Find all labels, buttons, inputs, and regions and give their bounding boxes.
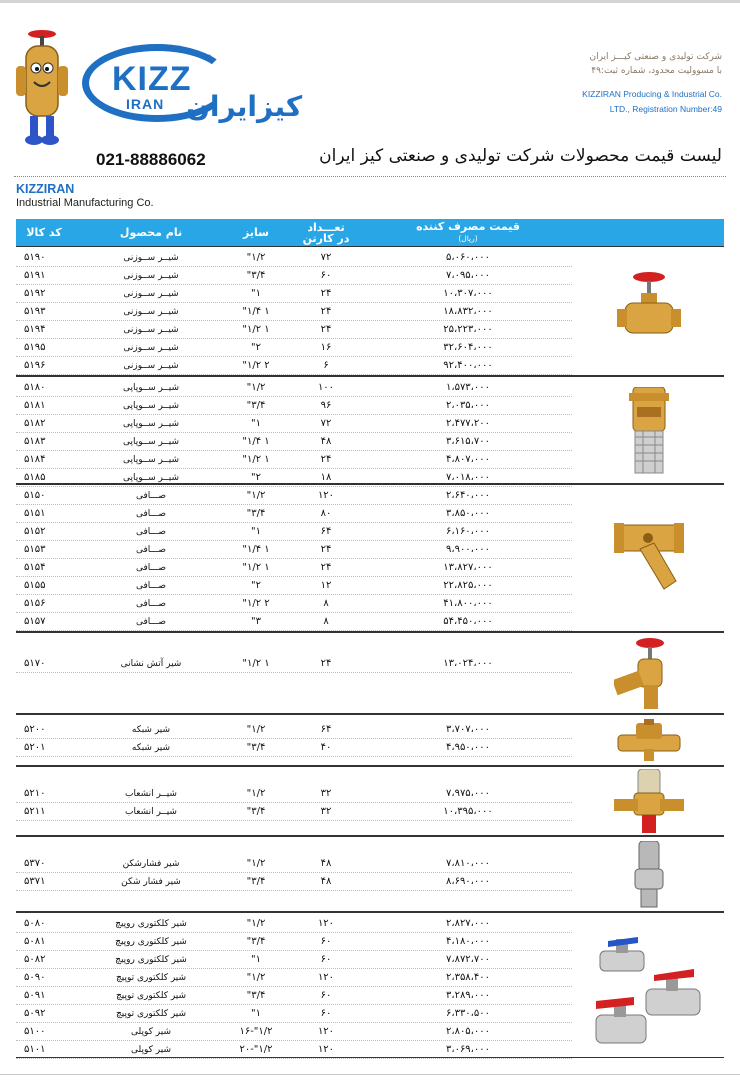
product-size: ۳/۴": [246, 508, 266, 519]
carton-qty: ۱۲۰: [317, 918, 335, 929]
product-code: ۵۱۵۴: [24, 562, 46, 573]
product-code: ۵۱۸۱: [24, 400, 46, 411]
product-size: ۱ ۱/۲": [242, 324, 270, 335]
header-code: کد کالا: [26, 226, 62, 239]
consumer-price: ۴،۸۰۷،۰۰۰: [445, 454, 491, 465]
product-name: شیر کوپلی: [130, 1045, 171, 1055]
product-group: [16, 484, 724, 632]
carton-qty: ۲۴: [320, 306, 332, 317]
table-row: [16, 1023, 572, 1041]
product-code: ۵۰۹۲: [24, 1008, 46, 1019]
table-row: [16, 285, 572, 303]
carton-qty: ۱۲۰: [317, 1026, 335, 1037]
product-code: ۵۱۷۰: [24, 658, 46, 669]
product-code: ۵۱۹۲: [24, 288, 46, 299]
product-size: ۱": [251, 288, 261, 299]
table-row: [16, 915, 572, 933]
product-size: ۲ ۱/۲": [242, 360, 270, 371]
carton-qty: ۳۲: [320, 806, 332, 817]
product-code: ۵۱۵۵: [24, 580, 46, 591]
carton-qty: ۴۸: [320, 436, 332, 447]
consumer-price: ۷،۸۱۰،۰۰۰: [445, 858, 491, 869]
check-valve-icon: [627, 387, 671, 477]
product-size: ۱": [251, 526, 261, 537]
product-code: ۵۰۹۰: [24, 972, 46, 983]
table-row: [16, 397, 572, 415]
title-row: [0, 140, 740, 176]
consumer-price: ۲،۴۷۷،۲۰۰: [445, 418, 491, 429]
product-size: ۱/۲": [246, 490, 266, 501]
consumer-price: ۳،۸۵۰،۰۰۰: [445, 508, 491, 519]
product-name: شیــر ســوزنی: [123, 253, 179, 263]
carton-qty: ۸: [323, 616, 329, 627]
product-code: ۵۱۸۳: [24, 436, 46, 447]
product-group: [16, 912, 724, 1058]
carton-qty: ۴۸: [320, 858, 332, 869]
consumer-price: ۶،۱۶۰،۰۰۰: [445, 526, 491, 537]
table-row: [16, 969, 572, 987]
company-en-line-2: LTD., Registration Number:49: [609, 104, 722, 114]
product-code: ۵۱۸۴: [24, 454, 46, 465]
product-name: صـــافی: [135, 527, 167, 537]
carton-qty: ۲۴: [320, 288, 332, 299]
table-row: [16, 855, 572, 873]
carton-qty: ۱۲۰: [317, 490, 335, 501]
carton-qty: ۳۲: [320, 788, 332, 799]
header-price-unit: (ریال): [458, 233, 478, 243]
carton-qty: ۱۲: [320, 580, 332, 591]
header-qty-line1: تعـــداد: [307, 220, 345, 234]
consumer-price: ۲،۸۲۷،۰۰۰: [445, 918, 491, 929]
product-name: صـــافی: [135, 563, 167, 573]
product-size: ۱": [251, 954, 261, 965]
y-strainer-icon: [614, 509, 684, 599]
product-name: صـــافی: [135, 509, 167, 519]
carton-qty: ۲۴: [320, 658, 332, 669]
company-en-line-1: KIZZIRAN Producing & Industrial Co.: [582, 89, 722, 99]
product-name: شیــر ســوزنی: [123, 307, 179, 317]
carton-qty: ۶۰: [320, 936, 332, 947]
product-name: شیر کلکتوری توپیچ: [115, 991, 187, 1001]
product-code: ۵۱۵۳: [24, 544, 46, 555]
page-title: لیست قیمت محصولات شرکت تولیدی و صنعتی کیز ایران: [319, 146, 722, 166]
carton-qty: ۴۸: [320, 876, 332, 887]
carton-qty: ۶۰: [320, 954, 332, 965]
product-name: شیــر ســوپاپی: [122, 455, 180, 465]
product-name: شیــر ســوزنی: [123, 271, 179, 281]
header-price: [408, 219, 528, 246]
product-size: ۱/۲": [246, 858, 266, 869]
product-code: ۵۱۰۱: [24, 1044, 46, 1055]
mascot-valve-icon: [12, 26, 72, 148]
product-name: شیر کوپلی: [130, 1027, 171, 1037]
consumer-price: ۵،۰۶۰،۰۰۰: [445, 252, 491, 263]
table-row: [16, 267, 572, 285]
product-size: ۱/۲"-۱۶: [239, 1026, 273, 1037]
page-header: [0, 8, 740, 143]
carton-qty: ۱۰۰: [317, 382, 335, 393]
product-code: ۵۲۰۰: [24, 724, 46, 735]
table-row: [16, 721, 572, 739]
logo-kizz-text: KIZZ: [112, 60, 192, 98]
header-price-line1: قیمت مصرف کننده: [416, 219, 520, 233]
consumer-price: ۳۲،۶۰۴،۰۰۰: [443, 342, 493, 353]
product-code: ۵۱۹۰: [24, 252, 46, 263]
bottom-rule: [0, 1074, 740, 1075]
table-row: [16, 803, 572, 821]
table-row: [16, 739, 572, 757]
carton-qty: ۲۴: [320, 324, 332, 335]
table-row: [16, 415, 572, 433]
product-name: صـــافی: [135, 545, 167, 555]
product-code: ۵۱۵۲: [24, 526, 46, 537]
consumer-price: ۷،۰۹۵،۰۰۰: [445, 270, 491, 281]
consumer-price: ۱۸،۸۳۲،۰۰۰: [443, 306, 493, 317]
product-name: شیــر ســوزنی: [123, 343, 179, 353]
table-row: [16, 951, 572, 969]
table-row: [16, 987, 572, 1005]
carton-qty: ۶: [323, 360, 329, 371]
product-group: [16, 766, 724, 836]
product-size: ۱/۲": [246, 724, 266, 735]
table-row: [16, 433, 572, 451]
consumer-price: ۲،۶۴۰،۰۰۰: [445, 490, 491, 501]
product-code: ۵۰۸۲: [24, 954, 46, 965]
product-size: ۱/۲": [246, 788, 266, 799]
consumer-price: ۸،۶۹۰،۰۰۰: [445, 876, 491, 887]
table-row: [16, 873, 572, 891]
product-code: ۵۱۹۴: [24, 324, 46, 335]
product-code: ۵۲۱۰: [24, 788, 46, 799]
consumer-price: ۳،۲۸۹،۰۰۰: [445, 990, 491, 1001]
product-size: ۱ ۱/۲": [242, 454, 270, 465]
product-name: شیر کلکتوری توپیچ: [115, 973, 187, 983]
product-name: شیــر ســوپاپی: [122, 437, 180, 447]
product-code: ۵۱۹۵: [24, 342, 46, 353]
phone-number: 021-88886062: [96, 150, 206, 169]
product-name: شیر کلکتوری روپیچ: [115, 955, 187, 965]
product-size: ۳/۴": [246, 742, 266, 753]
product-size: ۳": [251, 616, 261, 627]
table-row: [16, 577, 572, 595]
product-size: ۳/۴": [246, 876, 266, 887]
consumer-price: ۱،۵۷۳،۰۰۰: [445, 382, 491, 393]
product-group: [16, 714, 724, 766]
table-row: [16, 357, 572, 375]
product-name: شیر فشار شکن: [121, 877, 181, 887]
brand-subtitle: Industrial Manufacturing Co.: [16, 197, 154, 209]
product-name: شیــر ســوزنی: [123, 325, 179, 335]
product-size: ۳/۴": [246, 806, 266, 817]
consumer-price: ۴،۹۵۰،۰۰۰: [445, 742, 491, 753]
product-name: شیــر ســوپاپی: [122, 473, 180, 483]
product-size: ۱ ۱/۲": [242, 658, 270, 669]
consumer-price: ۴۱،۸۰۰،۰۰۰: [443, 598, 493, 609]
product-code: ۵۱۸۰: [24, 382, 46, 393]
angle-valve-icon: [614, 719, 684, 763]
consumer-price: ۲،۳۵۸،۴۰۰: [445, 972, 491, 983]
table-row: [16, 303, 572, 321]
product-name: صـــافی: [135, 599, 167, 609]
carton-qty: ۶۰: [320, 990, 332, 1001]
carton-qty: ۸: [323, 598, 329, 609]
carton-qty: ۷۲: [320, 252, 332, 263]
carton-qty: ۲۴: [320, 562, 332, 573]
product-code: ۵۱۵۱: [24, 508, 46, 519]
consumer-price: ۹۲،۴۰۰،۰۰۰: [443, 360, 493, 371]
product-size: ۲": [251, 580, 261, 591]
product-name: شیــر انشعاب: [125, 789, 177, 799]
brand-block: [16, 182, 154, 209]
product-code: ۵۱۹۶: [24, 360, 46, 371]
carton-qty: ۱۸: [320, 472, 332, 483]
product-name: صـــافی: [135, 617, 167, 627]
product-name: صـــافی: [135, 581, 167, 591]
product-name: شیــر ســوزنی: [123, 289, 179, 299]
table-row: [16, 541, 572, 559]
product-size: ۲": [251, 342, 261, 353]
product-code: ۵۳۷۰: [24, 858, 46, 869]
kizz-logo: [72, 36, 322, 146]
consumer-price: ۶،۳۳۰،۵۰۰: [445, 1008, 491, 1019]
product-size: ۲ ۱/۲": [242, 598, 270, 609]
consumer-price: ۳،۷۰۷،۰۰۰: [445, 724, 491, 735]
product-name: شیــر ســوپاپی: [122, 401, 180, 411]
globe-valve-icon: [617, 269, 681, 349]
product-code: ۵۲۰۱: [24, 742, 46, 753]
product-group: [16, 836, 724, 912]
product-size: ۱/۲": [246, 382, 266, 393]
table-row: [16, 249, 572, 267]
consumer-price: ۳،۰۶۹،۰۰۰: [445, 1044, 491, 1055]
branch-valve-icon: [614, 769, 684, 835]
pressure-reducer-icon: [629, 841, 669, 909]
product-code: ۵۰۸۰: [24, 918, 46, 929]
header-qty: [292, 219, 360, 246]
carton-qty: ۱۲۰: [317, 972, 335, 983]
carton-qty: ۴۰: [320, 742, 332, 753]
table-row: [16, 785, 572, 803]
product-size: ۱ ۱/۴": [242, 436, 270, 447]
company-fa-line-2: با مسوولیت محدود، شماره ثبت:۴۹: [591, 66, 722, 76]
carton-qty: ۹۶: [320, 400, 332, 411]
product-name: شیــر ســوزنی: [123, 361, 179, 371]
carton-qty: ۲۴: [320, 454, 332, 465]
product-size: ۳/۴": [246, 270, 266, 281]
table-row: [16, 505, 572, 523]
product-size: ۱/۲"-۲۰: [239, 1044, 273, 1055]
product-code: ۵۱۸۲: [24, 418, 46, 429]
product-code: ۵۱۵۶: [24, 598, 46, 609]
carton-qty: ۱۲۰: [317, 1044, 335, 1055]
carton-qty: ۸۰: [320, 508, 332, 519]
product-name: شیر کلکتوری روپیچ: [115, 919, 187, 929]
consumer-price: ۲۲،۸۲۵،۰۰۰: [443, 580, 493, 591]
product-size: ۱/۲": [246, 252, 266, 263]
consumer-price: ۱۰،۳۹۵،۰۰۰: [443, 806, 493, 817]
product-name: شیر فشارشکن: [122, 859, 180, 869]
product-name: شیر شبکه: [131, 743, 171, 753]
company-info: [522, 50, 722, 116]
product-size: ۱": [251, 418, 261, 429]
logo-registered-mark: ®: [204, 54, 213, 64]
table-header: [16, 219, 724, 246]
table-row: [16, 613, 572, 631]
product-size: ۳/۴": [246, 400, 266, 411]
product-size: ۳/۴": [246, 936, 266, 947]
product-size: ۱ ۱/۴": [242, 306, 270, 317]
logo-iran-text: IRAN: [126, 96, 165, 112]
table-row: [16, 1041, 572, 1059]
product-name: صـــافی: [135, 491, 167, 501]
fire-hydrant-valve-icon: [614, 637, 684, 711]
product-group: [16, 632, 724, 714]
product-name: شیر شبکه: [131, 725, 171, 735]
product-code: ۵۱۹۳: [24, 306, 46, 317]
product-code: ۵۱۹۱: [24, 270, 46, 281]
product-size: ۱/۲": [246, 918, 266, 929]
table-row: [16, 655, 572, 673]
product-size: ۳/۴": [246, 990, 266, 1001]
product-size: ۱": [251, 1008, 261, 1019]
product-group: [16, 246, 724, 376]
brand-name: KIZZIRAN: [16, 182, 75, 196]
consumer-price: ۹،۹۰۰،۰۰۰: [445, 544, 491, 555]
carton-qty: ۱۶: [320, 342, 332, 353]
product-code: ۵۱۸۵: [24, 472, 46, 483]
header-name: نام محصول: [119, 226, 183, 239]
header-qty-line2: در کارتن: [302, 231, 350, 245]
table-row: [16, 451, 572, 469]
carton-qty: ۶۰: [320, 270, 332, 281]
table-row: [16, 339, 572, 357]
product-size: ۱/۲": [246, 972, 266, 983]
product-code: ۵۲۱۱: [24, 806, 46, 817]
table-row: [16, 559, 572, 577]
consumer-price: ۵۴،۴۵۰،۰۰۰: [443, 616, 493, 627]
table-row: [16, 595, 572, 613]
carton-qty: ۶۴: [320, 724, 332, 735]
product-size: ۲": [251, 472, 261, 483]
product-code: ۵۱۵۷: [24, 616, 46, 627]
product-name: شیر کلکتوری توپیچ: [115, 1009, 187, 1019]
consumer-price: ۲،۰۳۵،۰۰۰: [445, 400, 491, 411]
consumer-price: ۱۰،۳۰۷،۰۰۰: [443, 288, 493, 299]
consumer-price: ۳،۶۱۵،۷۰۰: [445, 436, 491, 447]
product-group: [16, 376, 724, 484]
top-rule: [0, 0, 740, 3]
product-name: شیر کلکتوری روپیچ: [115, 937, 187, 947]
table-row: [16, 523, 572, 541]
consumer-price: ۱۳،۸۲۷،۰۰۰: [443, 562, 493, 573]
consumer-price: ۲۵،۲۲۳،۰۰۰: [443, 324, 493, 335]
product-size: ۱ ۱/۴": [242, 544, 270, 555]
product-code: ۵۱۵۰: [24, 490, 46, 501]
consumer-price: ۱۳،۰۲۴،۰۰۰: [443, 658, 493, 669]
carton-qty: ۲۴: [320, 544, 332, 555]
logo-persian-text: کیزایران: [186, 90, 303, 123]
table-row: [16, 379, 572, 397]
carton-qty: ۶۴: [320, 526, 332, 537]
product-name: شیــر انشعاب: [125, 807, 177, 817]
product-size: ۱ ۱/۲": [242, 562, 270, 573]
table-row: [16, 1005, 572, 1023]
table-row: [16, 321, 572, 339]
consumer-price: ۲،۸۰۵،۰۰۰: [445, 1026, 491, 1037]
carton-qty: ۶۰: [320, 1008, 332, 1019]
consumer-price: ۷،۹۷۵،۰۰۰: [445, 788, 491, 799]
consumer-price: ۴،۱۸۰،۰۰۰: [445, 936, 491, 947]
company-fa-line-1: شرکت تولیدی و صنعتی کیـــز ایران: [589, 52, 722, 62]
product-code: ۵۱۰۰: [24, 1026, 46, 1037]
product-code: ۵۳۷۱: [24, 876, 46, 887]
product-name: شیر آتش نشانی: [120, 659, 182, 669]
title-divider: [14, 176, 726, 177]
consumer-price: ۷،۰۱۸،۰۰۰: [445, 472, 491, 483]
table-row: [16, 933, 572, 951]
carton-qty: ۷۲: [320, 418, 332, 429]
product-name: شیــر ســوپاپی: [122, 383, 180, 393]
product-code: ۵۰۸۱: [24, 936, 46, 947]
table-row: [16, 487, 572, 505]
consumer-price: ۷،۸۷۲،۷۰۰: [445, 954, 491, 965]
header-size: سایز: [243, 226, 269, 239]
product-name: شیــر ســوپاپی: [122, 419, 180, 429]
product-code: ۵۰۹۱: [24, 990, 46, 1001]
ball-valve-icon: [594, 935, 704, 1055]
